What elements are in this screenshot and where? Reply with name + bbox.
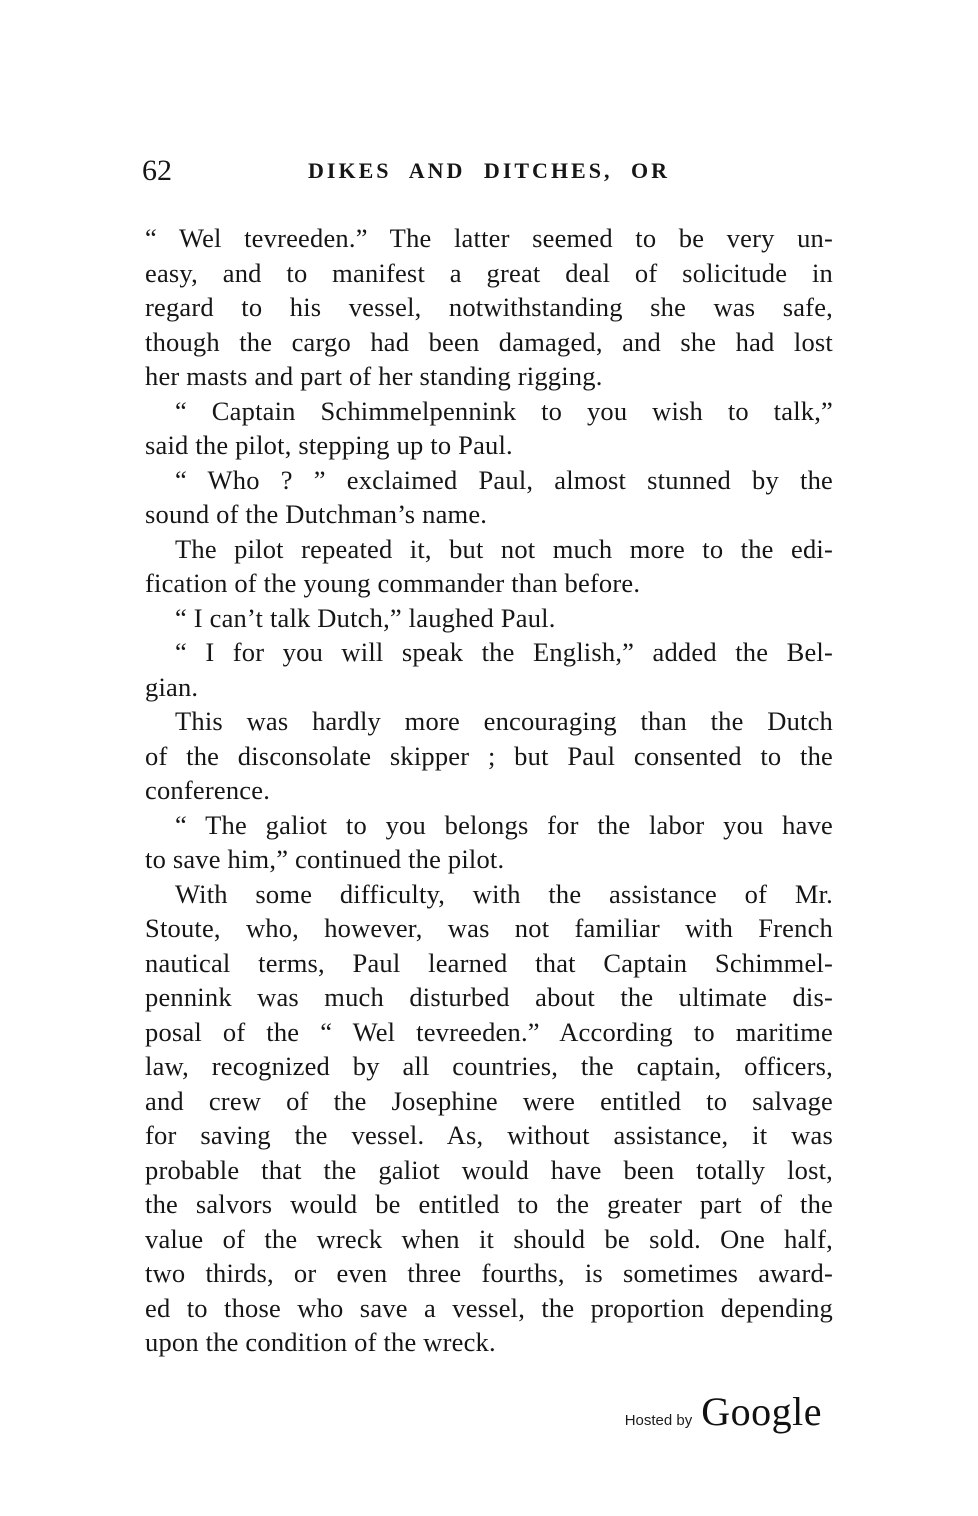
text-line: her masts and part of her standing rigging.: [145, 361, 603, 391]
text-line: fication of the young commander than before.: [145, 568, 641, 598]
google-logo: Google: [701, 1389, 822, 1434]
text-line: Stoute, who, however, was not familiar with French: [145, 913, 833, 943]
text-line: though the cargo had been damaged, and she had lost: [145, 326, 833, 357]
text-line: ed to those who save a vessel, the proportion depending: [145, 1292, 833, 1323]
text-line: probable that the galiot would have been totally lost,: [145, 1154, 833, 1185]
footer: [0, 1389, 822, 1434]
text-line: posal of the “ Wel tevreeden.” According to maritime: [145, 1016, 833, 1047]
text-line: the salvors would be entitled to the greater part of the: [145, 1189, 833, 1219]
text-line: “ Who ? ” exclaimed Paul, almost stunned by the: [175, 464, 833, 495]
hosted-by-label: Hosted by: [624, 1412, 693, 1429]
page-body: [145, 221, 833, 1360]
text-line: regard to his vessel, notwithstanding she was safe,: [145, 292, 833, 322]
text-line: gian.: [145, 671, 199, 702]
page-number: 62: [142, 154, 172, 187]
text-line: “ I for you will speak the English,” added the Bel-: [175, 637, 833, 667]
text-line: for saving the vessel. As, without assistance, it was: [145, 1120, 833, 1150]
text-line: two thirds, or even three fourths, is sometimes award-: [145, 1258, 833, 1288]
text-line: of the disconsolate skipper ; but Paul consented to the: [145, 740, 833, 771]
page-header-title: DIKES AND DITCHES, OR: [308, 158, 670, 183]
text-line: With some difficulty, with the assistance of Mr.: [175, 878, 833, 909]
running-head: [0, 156, 978, 190]
text-line: law, recognized by all countries, the captain, officers,: [145, 1051, 833, 1081]
text-line: upon the condition of the wreck.: [145, 1327, 496, 1357]
text-line: pennink was much disturbed about the ultimate dis-: [145, 982, 833, 1012]
text-line: easy, and to manifest a great deal of solicitude in: [145, 257, 833, 288]
text-line: nautical terms, Paul learned that Captain Schimmel-: [145, 947, 833, 978]
text-line: sound of the Dutchman’s name.: [145, 499, 488, 529]
text-line: and crew of the Josephine were entitled to salvage: [145, 1085, 833, 1116]
text-line: to save him,” continued the pilot.: [145, 844, 505, 874]
text-line: “ Wel tevreeden.” The latter seemed to be very un-: [145, 223, 833, 253]
text-line: said the pilot, stepping up to Paul.: [145, 430, 513, 460]
text-line: conference.: [145, 775, 271, 805]
text-line: “ The galiot to you belongs for the labor you have: [175, 809, 833, 840]
text-line: The pilot repeated it, but not much more to the edi-: [175, 533, 833, 564]
text-line: “ I can’t talk Dutch,” laughed Paul.: [175, 602, 556, 633]
text-line: This was hardly more encouraging than the Dutch: [175, 706, 833, 736]
text-line: “ Captain Schimmelpennink to you wish to talk,”: [175, 395, 833, 426]
text-line: value of the wreck when it should be sold. One half,: [145, 1223, 833, 1254]
